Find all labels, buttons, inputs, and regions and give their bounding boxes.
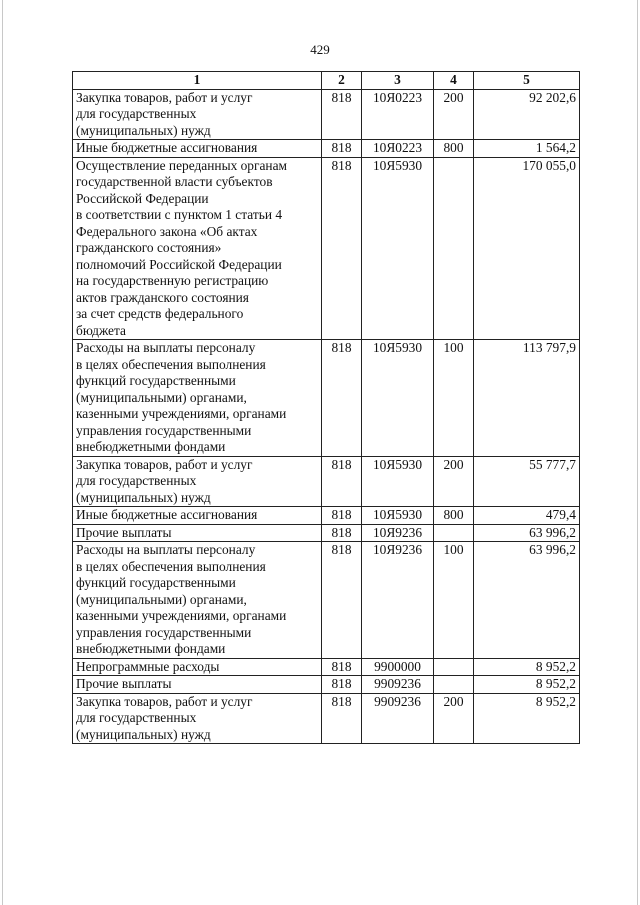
row-name-line: в целях обеспечения выполнения (76, 356, 266, 372)
row-ved-cell: 818 (322, 524, 362, 542)
row-name-line: для государственных (76, 473, 197, 488)
row-name-cell (73, 658, 322, 676)
row-ved-cell: 818 (322, 456, 362, 507)
table-row (73, 693, 580, 744)
row-name-line: управления государственными (76, 624, 252, 640)
row-name-line: (муниципальных) нужд (76, 122, 211, 138)
header-row (73, 72, 580, 90)
row-csr-cell: 10Я9236 (362, 542, 434, 659)
row-name-line: Иные бюджетные ассигнования (76, 507, 258, 522)
row-name-line: Прочие выплаты (76, 524, 172, 540)
col-header-2: 2 (322, 72, 362, 90)
row-name-line: Иные бюджетные ассигнования (76, 140, 258, 155)
row-vr-cell: 100 (434, 340, 474, 457)
row-csr-cell: 10Я5930 (362, 507, 434, 525)
row-name-line: в целях обеспечения выполнения (76, 558, 266, 574)
scan-edge-left (2, 0, 3, 905)
row-name-cell (73, 340, 322, 457)
row-name-cell (73, 676, 322, 694)
table-row (73, 524, 580, 542)
row-ved-cell: 818 (322, 658, 362, 676)
table-body (73, 89, 580, 744)
row-vr-cell: 200 (434, 456, 474, 507)
row-name-cell (73, 140, 322, 158)
row-sum-cell: 63 996,2 (474, 524, 580, 542)
table-row (73, 140, 580, 158)
row-vr-cell: 800 (434, 507, 474, 525)
row-name-line: Федерального закона «Об актах (76, 223, 258, 239)
row-name-line: для государственных (76, 710, 197, 725)
row-name-line: бюджета (76, 322, 126, 338)
row-csr-cell: 10Я0223 (362, 140, 434, 158)
row-csr-cell: 9909236 (362, 676, 434, 694)
row-name-line: Осуществление переданных органам (76, 157, 288, 173)
row-vr-cell: 800 (434, 140, 474, 158)
row-name-line: Расходы на выплаты персоналу (76, 340, 256, 355)
table-header (73, 72, 580, 90)
row-vr-cell (434, 157, 474, 340)
row-name-cell (73, 89, 322, 140)
table-row (73, 507, 580, 525)
table-row (73, 89, 580, 140)
row-name-cell (73, 524, 322, 542)
page-number: 429 (310, 42, 330, 57)
row-name-line: за счет средств федерального (76, 306, 244, 321)
row-name-line: для государственных (76, 106, 197, 121)
row-csr-cell: 10Я5930 (362, 340, 434, 457)
table-row (73, 542, 580, 659)
row-vr-cell (434, 524, 474, 542)
row-name-line: государственной власти субъектов (76, 174, 273, 189)
row-name-line: Прочие выплаты (76, 676, 172, 691)
row-name-cell (73, 542, 322, 659)
row-name-line: Закупка товаров, работ и услуг (76, 89, 253, 105)
row-name-line: Расходы на выплаты персоналу (76, 542, 256, 557)
row-vr-cell: 100 (434, 542, 474, 659)
row-ved-cell: 818 (322, 140, 362, 158)
row-csr-cell: 10Я0223 (362, 89, 434, 140)
table-row (73, 340, 580, 457)
row-vr-cell (434, 676, 474, 694)
row-ved-cell: 818 (322, 676, 362, 694)
table-row (73, 157, 580, 340)
row-vr-cell: 200 (434, 693, 474, 744)
row-name-cell (73, 507, 322, 525)
row-name-line: внебюджетными фондами (76, 641, 226, 656)
col-header-4: 4 (434, 72, 474, 90)
row-sum-cell: 55 777,7 (474, 456, 580, 507)
row-name-line: (муниципальными) органами, (76, 389, 247, 405)
row-sum-cell: 1 564,2 (474, 140, 580, 158)
row-name-line: казенными учреждениями, органами (76, 608, 287, 623)
row-name-line: функций государственными (76, 575, 236, 590)
row-vr-cell: 200 (434, 89, 474, 140)
row-name-line: Закупка товаров, работ и услуг (76, 693, 253, 709)
row-sum-cell: 479,4 (474, 507, 580, 525)
col-header-5: 5 (474, 72, 580, 90)
row-name-line: (муниципальными) органами, (76, 591, 247, 607)
row-sum-cell: 113 797,9 (474, 340, 580, 457)
row-name-line: управления государственными (76, 422, 252, 438)
row-name-line: внебюджетными фондами (76, 439, 226, 454)
row-name-cell (73, 456, 322, 507)
row-sum-cell: 8 952,2 (474, 676, 580, 694)
row-name-line: гражданского состояния» (76, 240, 222, 255)
row-csr-cell: 9909236 (362, 693, 434, 744)
row-sum-cell: 8 952,2 (474, 693, 580, 744)
row-ved-cell: 818 (322, 542, 362, 659)
row-vr-cell (434, 658, 474, 676)
row-name-line: казенными учреждениями, органами (76, 406, 287, 421)
col-header-1: 1 (73, 72, 322, 90)
budget-table (72, 71, 580, 744)
col-header-3: 3 (362, 72, 434, 90)
row-name-cell (73, 157, 322, 340)
row-name-line: Закупка товаров, работ и услуг (76, 456, 253, 472)
row-sum-cell: 170 055,0 (474, 157, 580, 340)
row-ved-cell: 818 (322, 693, 362, 744)
table-row (73, 456, 580, 507)
row-csr-cell: 10Я9236 (362, 524, 434, 542)
row-name-line: на государственную регистрацию (76, 273, 269, 288)
row-ved-cell: 818 (322, 89, 362, 140)
row-name-line: Российской Федерации (76, 190, 209, 206)
row-name-line: (муниципальных) нужд (76, 489, 211, 505)
row-ved-cell: 818 (322, 157, 362, 340)
table-row (73, 676, 580, 694)
row-ved-cell: 818 (322, 340, 362, 457)
row-sum-cell: 92 202,6 (474, 89, 580, 140)
row-name-line: полномочий Российской Федерации (76, 256, 282, 272)
row-sum-cell: 63 996,2 (474, 542, 580, 659)
row-sum-cell: 8 952,2 (474, 658, 580, 676)
row-name-line: актов гражданского состояния (76, 289, 249, 305)
row-ved-cell: 818 (322, 507, 362, 525)
row-name-line: функций государственными (76, 373, 236, 388)
table-row (73, 658, 580, 676)
row-name-line: Непрограммные расходы (76, 658, 220, 674)
scan-edge-right (637, 0, 638, 905)
row-csr-cell: 10Я5930 (362, 456, 434, 507)
row-csr-cell: 10Я5930 (362, 157, 434, 340)
row-name-line: (муниципальных) нужд (76, 726, 211, 742)
row-name-line: в соответствии с пунктом 1 статьи 4 (76, 207, 283, 222)
row-name-cell (73, 693, 322, 744)
row-csr-cell: 9900000 (362, 658, 434, 676)
